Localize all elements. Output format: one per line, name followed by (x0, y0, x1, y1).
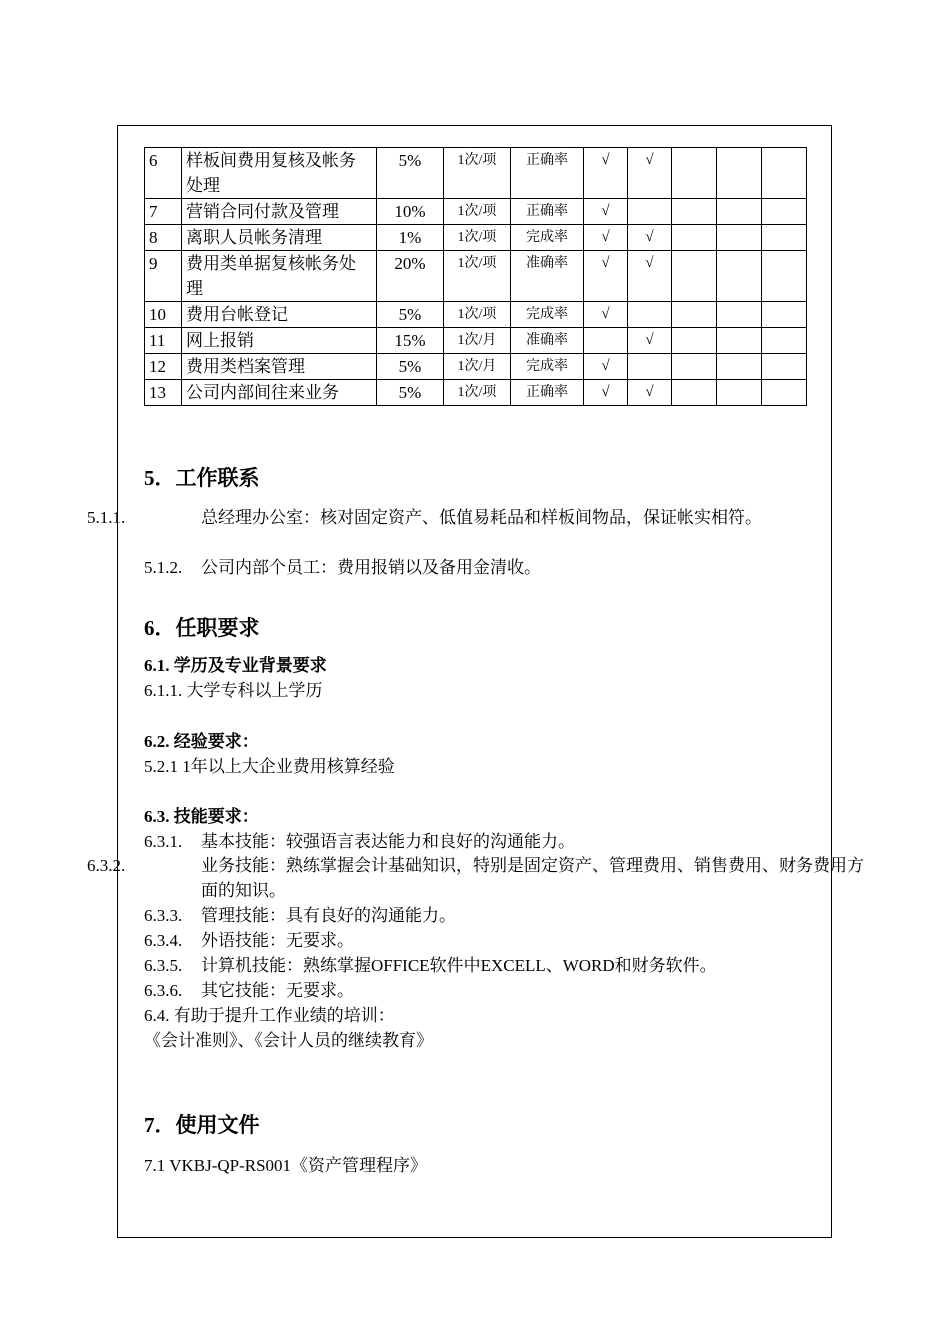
cell-empty (672, 380, 717, 406)
cell-weight: 5% (377, 380, 444, 406)
cell-frequency: 1次/项 (444, 302, 511, 328)
duty-table (144, 147, 807, 406)
cell-weight: 1% (377, 225, 444, 251)
sec5-item-2: 5.1.2. 公司内部个员工：费用报销以及备用金清收。 (144, 558, 541, 577)
cell-check-2 (628, 199, 672, 225)
cell-check-1: √ (584, 380, 628, 406)
cell-frequency: 1次/项 (444, 148, 511, 199)
table-row (145, 380, 807, 406)
table-row (145, 302, 807, 328)
cell-empty (717, 354, 762, 380)
sec6-4-heading: 6.4. 有助于提升工作业绩的培训： (144, 1006, 395, 1025)
cell-weight: 20% (377, 251, 444, 302)
cell-empty (762, 302, 807, 328)
cell-task: 网上报销 (182, 328, 377, 354)
cell-weight: 15% (377, 328, 444, 354)
section-7-title: 7．使用文件 (144, 1113, 260, 1137)
cell-kpi: 完成率 (511, 302, 584, 328)
cell-check-1: √ (584, 225, 628, 251)
cell-empty (672, 302, 717, 328)
cell-weight: 5% (377, 302, 444, 328)
sec6-3-item-4: 6.3.4. 外语技能：无要求。 (144, 931, 354, 950)
cell-empty (672, 199, 717, 225)
cell-frequency: 1次/项 (444, 251, 511, 302)
sec7-item: 7.1 VKBJ-QP-RS001《资产管理程序》 (144, 1156, 428, 1175)
cell-check-2 (628, 302, 672, 328)
cell-check-2 (628, 354, 672, 380)
table-row (145, 354, 807, 380)
cell-kpi: 正确率 (511, 199, 584, 225)
sec6-3-item-2: 6.3.2. 业务技能：熟练掌握会计基础知识，特别是固定资产、管理费用、销售费用、财务费用方面的知识。 (87, 856, 864, 900)
cell-frequency: 1次/项 (444, 225, 511, 251)
cell-empty (762, 199, 807, 225)
cell-empty (762, 354, 807, 380)
cell-no: 10 (145, 302, 182, 328)
cell-empty (717, 380, 762, 406)
table-row (145, 251, 807, 302)
cell-check-1: √ (584, 302, 628, 328)
table-row (145, 199, 807, 225)
cell-weight: 5% (377, 148, 444, 199)
cell-check-1: √ (584, 251, 628, 302)
section-5-title: 5．工作联系 (144, 466, 260, 490)
cell-no: 6 (145, 148, 182, 199)
cell-task: 营销合同付款及管理 (182, 199, 377, 225)
cell-kpi: 正确率 (511, 380, 584, 406)
cell-no: 9 (145, 251, 182, 302)
cell-empty (672, 148, 717, 199)
cell-empty (717, 199, 762, 225)
cell-empty (762, 328, 807, 354)
cell-weight: 5% (377, 354, 444, 380)
cell-task: 离职人员帐务清理 (182, 225, 377, 251)
sec6-3-item-6: 6.3.6. 其它技能：无要求。 (144, 981, 354, 1000)
cell-task: 样板间费用复核及帐务处理 (182, 148, 377, 199)
cell-empty (762, 225, 807, 251)
cell-kpi: 正确率 (511, 148, 584, 199)
cell-check-1 (584, 328, 628, 354)
cell-check-2: √ (628, 148, 672, 199)
table-row (145, 148, 807, 199)
cell-empty (672, 251, 717, 302)
sec6-1-heading: 6.1. 学历及专业背景要求 (144, 656, 327, 675)
sec6-2-heading: 6.2. 经验要求： (144, 732, 259, 751)
cell-empty (672, 354, 717, 380)
cell-check-2: √ (628, 225, 672, 251)
cell-empty (717, 251, 762, 302)
cell-empty (717, 328, 762, 354)
cell-check-2: √ (628, 328, 672, 354)
cell-empty (717, 148, 762, 199)
cell-no: 13 (145, 380, 182, 406)
cell-empty (762, 380, 807, 406)
cell-kpi: 准确率 (511, 328, 584, 354)
cell-task: 费用台帐登记 (182, 302, 377, 328)
cell-kpi: 完成率 (511, 354, 584, 380)
cell-empty (717, 225, 762, 251)
sec6-2-item: 5.2.1 1年以上大企业费用核算经验 (144, 757, 395, 776)
cell-task: 公司内部间往来业务 (182, 380, 377, 406)
cell-task: 费用类档案管理 (182, 354, 377, 380)
cell-check-1: √ (584, 199, 628, 225)
table-row (145, 225, 807, 251)
cell-check-1: √ (584, 354, 628, 380)
cell-check-1: √ (584, 148, 628, 199)
sec6-3-item-3: 6.3.3. 管理技能：具有良好的沟通能力。 (144, 906, 456, 925)
cell-empty (762, 251, 807, 302)
cell-frequency: 1次/项 (444, 380, 511, 406)
sec6-1-item: 6.1.1. 大学专科以上学历 (144, 681, 323, 700)
section-6-title: 6．任职要求 (144, 616, 260, 640)
cell-kpi: 准确率 (511, 251, 584, 302)
cell-no: 12 (145, 354, 182, 380)
cell-kpi: 完成率 (511, 225, 584, 251)
cell-empty (672, 328, 717, 354)
sec6-3-heading: 6.3. 技能要求： (144, 807, 259, 826)
sec5-item-1: 5.1.1. 总经理办公室：核对固定资产、低值易耗品和样板间物品，保证帐实相符。 (87, 508, 762, 527)
cell-check-2: √ (628, 380, 672, 406)
cell-frequency: 1次/项 (444, 199, 511, 225)
cell-frequency: 1次/月 (444, 354, 511, 380)
cell-empty (717, 302, 762, 328)
sec6-3-item-1: 6.3.1. 基本技能：较强语言表达能力和良好的沟通能力。 (144, 832, 575, 851)
sec6-4-text: 《会计准则》、《会计人员的继续教育》 (144, 1031, 433, 1050)
cell-empty (762, 148, 807, 199)
cell-empty (672, 225, 717, 251)
cell-task: 费用类单据复核帐务处理 (182, 251, 377, 302)
cell-check-2: √ (628, 251, 672, 302)
cell-weight: 10% (377, 199, 444, 225)
cell-no: 7 (145, 199, 182, 225)
cell-no: 11 (145, 328, 182, 354)
sec6-3-item-5: 6.3.5. 计算机技能：熟练掌握OFFICE软件中EXCELL、WORD和财务软件。 (144, 956, 717, 975)
cell-frequency: 1次/月 (444, 328, 511, 354)
cell-no: 8 (145, 225, 182, 251)
table-row (145, 328, 807, 354)
